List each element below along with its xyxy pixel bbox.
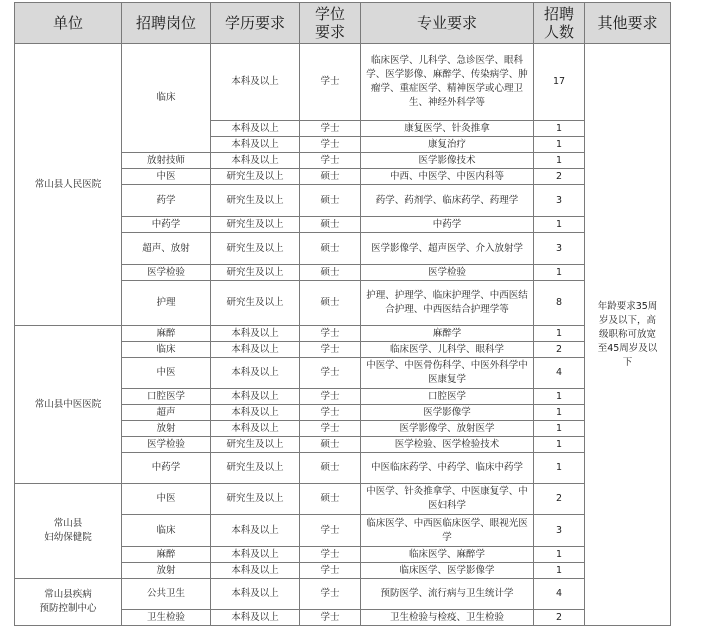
count-cell: 1 bbox=[534, 547, 585, 563]
education-cell: 本科及以上 bbox=[211, 389, 300, 405]
education-cell: 本科及以上 bbox=[211, 405, 300, 421]
degree-cell: 学士 bbox=[300, 137, 361, 153]
degree-cell: 硕士 bbox=[300, 437, 361, 453]
unit-name-cell bbox=[15, 44, 122, 326]
count-cell: 1 bbox=[534, 153, 585, 169]
degree-cell: 硕士 bbox=[300, 265, 361, 281]
education-cell: 本科及以上 bbox=[211, 137, 300, 153]
degree-cell: 学士 bbox=[300, 547, 361, 563]
unit-name-cell bbox=[15, 484, 122, 579]
count-cell: 1 bbox=[534, 421, 585, 437]
table-row bbox=[15, 579, 671, 610]
major-cell: 医学检验 bbox=[361, 265, 534, 281]
post-cell: 中医 bbox=[122, 358, 211, 389]
major-cell: 临床医学、医学影像学 bbox=[361, 563, 534, 579]
degree-cell: 硕士 bbox=[300, 453, 361, 484]
post-cell: 中医 bbox=[122, 484, 211, 515]
post-cell: 护理 bbox=[122, 281, 211, 326]
degree-cell: 学士 bbox=[300, 515, 361, 547]
education-cell: 研究生及以上 bbox=[211, 185, 300, 217]
major-cell: 药学、药剂学、临床药学、药理学 bbox=[361, 185, 534, 217]
table-row bbox=[15, 484, 671, 515]
degree-cell: 学士 bbox=[300, 405, 361, 421]
degree-cell: 学士 bbox=[300, 342, 361, 358]
degree-cell: 学士 bbox=[300, 358, 361, 389]
other-requirements-line: 下 bbox=[622, 356, 633, 368]
count-cell: 2 bbox=[534, 169, 585, 185]
major-cell: 护理、护理学、临床护理学、中西医结合护理、中西医结合护理学等 bbox=[361, 281, 534, 326]
major-cell: 医学影像学、放射医学 bbox=[361, 421, 534, 437]
major-cell: 临床医学、儿科学、急诊医学、眼科学、医学影像、麻醉学、传染病学、肿瘤学、重症医学、精神医学或心理卫生、神经外科学等 bbox=[361, 44, 534, 121]
post-cell: 中医 bbox=[122, 169, 211, 185]
unit-name-cell bbox=[15, 579, 122, 626]
header-count-line: 招聘 bbox=[543, 5, 574, 23]
header-count-line: 人数 bbox=[543, 23, 574, 41]
post-cell: 卫生检验 bbox=[122, 610, 211, 626]
education-cell: 本科及以上 bbox=[211, 563, 300, 579]
count-cell: 1 bbox=[534, 217, 585, 233]
major-cell: 麻醉学 bbox=[361, 326, 534, 342]
count-cell: 1 bbox=[534, 453, 585, 484]
post-cell: 放射技师 bbox=[122, 153, 211, 169]
major-cell: 中医学、中医骨伤科学、中医外科学中医康复学 bbox=[361, 358, 534, 389]
other-requirements-cell bbox=[585, 44, 671, 626]
education-cell: 本科及以上 bbox=[211, 610, 300, 626]
education-cell: 本科及以上 bbox=[211, 547, 300, 563]
post-cell: 放射 bbox=[122, 421, 211, 437]
education-cell: 本科及以上 bbox=[211, 342, 300, 358]
unit-name-line: 妇幼保健院 bbox=[44, 532, 92, 543]
degree-cell: 学士 bbox=[300, 326, 361, 342]
major-cell: 卫生检验与检疫、卫生检验 bbox=[361, 610, 534, 626]
education-cell: 研究生及以上 bbox=[211, 217, 300, 233]
major-cell: 医学影像技术 bbox=[361, 153, 534, 169]
degree-cell: 学士 bbox=[300, 610, 361, 626]
count-cell: 3 bbox=[534, 185, 585, 217]
unit-name-line: 常山县中医医院 bbox=[34, 398, 102, 410]
count-cell: 3 bbox=[534, 233, 585, 265]
major-cell: 口腔医学 bbox=[361, 389, 534, 405]
degree-cell: 学士 bbox=[300, 389, 361, 405]
education-cell: 研究生及以上 bbox=[211, 281, 300, 326]
post-cell: 公共卫生 bbox=[122, 579, 211, 610]
post-cell: 医学检验 bbox=[122, 437, 211, 453]
degree-cell: 硕士 bbox=[300, 281, 361, 326]
education-cell: 本科及以上 bbox=[211, 358, 300, 389]
unit-name-cell bbox=[15, 326, 122, 484]
count-cell: 1 bbox=[534, 121, 585, 137]
major-cell: 临床医学、麻醉学 bbox=[361, 547, 534, 563]
count-cell: 17 bbox=[534, 44, 585, 121]
post-cell: 麻醉 bbox=[122, 547, 211, 563]
count-cell: 1 bbox=[534, 437, 585, 453]
post-cell: 口腔医学 bbox=[122, 389, 211, 405]
unit-name-line: 常山县疾病 bbox=[44, 589, 92, 600]
education-cell: 本科及以上 bbox=[211, 121, 300, 137]
unit-name-line: 预防控制中心 bbox=[39, 603, 97, 614]
education-cell: 研究生及以上 bbox=[211, 437, 300, 453]
recruitment-table bbox=[14, 2, 671, 626]
count-cell: 2 bbox=[534, 610, 585, 626]
header-unit: 单位 bbox=[15, 3, 122, 44]
header-other: 其他要求 bbox=[585, 3, 671, 44]
major-cell: 中医学、针灸推拿学、中医康复学、中医妇科学 bbox=[361, 484, 534, 515]
major-cell: 中药学 bbox=[361, 217, 534, 233]
count-cell: 1 bbox=[534, 405, 585, 421]
header-degree-line: 学位 bbox=[314, 5, 345, 23]
post-cell: 临床 bbox=[122, 44, 211, 153]
degree-cell: 学士 bbox=[300, 579, 361, 610]
other-requirements-line: 至45周岁及以 bbox=[597, 342, 658, 354]
unit-name-line: 常山县 bbox=[53, 518, 83, 529]
education-cell: 研究生及以上 bbox=[211, 169, 300, 185]
degree-cell: 学士 bbox=[300, 153, 361, 169]
degree-cell: 学士 bbox=[300, 421, 361, 437]
count-cell: 4 bbox=[534, 579, 585, 610]
header-degree bbox=[300, 3, 361, 44]
post-cell: 临床 bbox=[122, 342, 211, 358]
major-cell: 临床医学、中西医临床医学、眼视光医学 bbox=[361, 515, 534, 547]
header-post: 招聘岗位 bbox=[122, 3, 211, 44]
education-cell: 研究生及以上 bbox=[211, 484, 300, 515]
table-header-row bbox=[15, 3, 671, 44]
post-cell: 医学检验 bbox=[122, 265, 211, 281]
post-cell: 临床 bbox=[122, 515, 211, 547]
count-cell: 1 bbox=[534, 137, 585, 153]
count-cell: 4 bbox=[534, 358, 585, 389]
table-body bbox=[15, 44, 671, 626]
table-row bbox=[15, 326, 671, 342]
recruitment-table-wrap bbox=[14, 2, 671, 626]
header-education: 学历要求 bbox=[211, 3, 300, 44]
major-cell: 医学影像学、超声医学、介入放射学 bbox=[361, 233, 534, 265]
education-cell: 本科及以上 bbox=[211, 153, 300, 169]
degree-cell: 硕士 bbox=[300, 185, 361, 217]
major-cell: 医学影像学 bbox=[361, 405, 534, 421]
post-cell: 超声、放射 bbox=[122, 233, 211, 265]
education-cell: 本科及以上 bbox=[211, 326, 300, 342]
post-cell: 放射 bbox=[122, 563, 211, 579]
post-cell: 麻醉 bbox=[122, 326, 211, 342]
count-cell: 2 bbox=[534, 342, 585, 358]
education-cell: 本科及以上 bbox=[211, 421, 300, 437]
major-cell: 中西、中医学、中医内科等 bbox=[361, 169, 534, 185]
count-cell: 1 bbox=[534, 265, 585, 281]
major-cell: 预防医学、流行病与卫生统计学 bbox=[361, 579, 534, 610]
other-requirements-line: 岁及以下，高 bbox=[598, 314, 656, 326]
education-cell: 本科及以上 bbox=[211, 44, 300, 121]
degree-cell: 学士 bbox=[300, 563, 361, 579]
post-cell: 超声 bbox=[122, 405, 211, 421]
unit-name-line: 常山县人民医院 bbox=[34, 178, 102, 190]
header-count bbox=[534, 3, 585, 44]
major-cell: 康复治疗 bbox=[361, 137, 534, 153]
degree-cell: 学士 bbox=[300, 44, 361, 121]
other-requirements-line: 年龄要求35周 bbox=[597, 300, 658, 312]
education-cell: 研究生及以上 bbox=[211, 453, 300, 484]
count-cell: 2 bbox=[534, 484, 585, 515]
count-cell: 1 bbox=[534, 326, 585, 342]
major-cell: 医学检验、医学检验技术 bbox=[361, 437, 534, 453]
degree-cell: 学士 bbox=[300, 121, 361, 137]
major-cell: 康复医学、针灸推拿 bbox=[361, 121, 534, 137]
table-row bbox=[15, 44, 671, 121]
post-cell: 中药学 bbox=[122, 217, 211, 233]
post-cell: 药学 bbox=[122, 185, 211, 217]
education-cell: 研究生及以上 bbox=[211, 265, 300, 281]
major-cell: 临床医学、儿科学、眼科学 bbox=[361, 342, 534, 358]
other-requirements-line: 级职称可放宽 bbox=[598, 328, 656, 340]
count-cell: 1 bbox=[534, 563, 585, 579]
degree-cell: 硕士 bbox=[300, 233, 361, 265]
header-major: 专业要求 bbox=[361, 3, 534, 44]
major-cell: 中医临床药学、中药学、临床中药学 bbox=[361, 453, 534, 484]
count-cell: 8 bbox=[534, 281, 585, 326]
post-cell: 中药学 bbox=[122, 453, 211, 484]
degree-cell: 硕士 bbox=[300, 484, 361, 515]
education-cell: 本科及以上 bbox=[211, 515, 300, 547]
degree-cell: 硕士 bbox=[300, 217, 361, 233]
degree-cell: 硕士 bbox=[300, 169, 361, 185]
header-degree-line: 要求 bbox=[314, 23, 345, 41]
count-cell: 1 bbox=[534, 389, 585, 405]
count-cell: 3 bbox=[534, 515, 585, 547]
education-cell: 研究生及以上 bbox=[211, 233, 300, 265]
education-cell: 本科及以上 bbox=[211, 579, 300, 610]
